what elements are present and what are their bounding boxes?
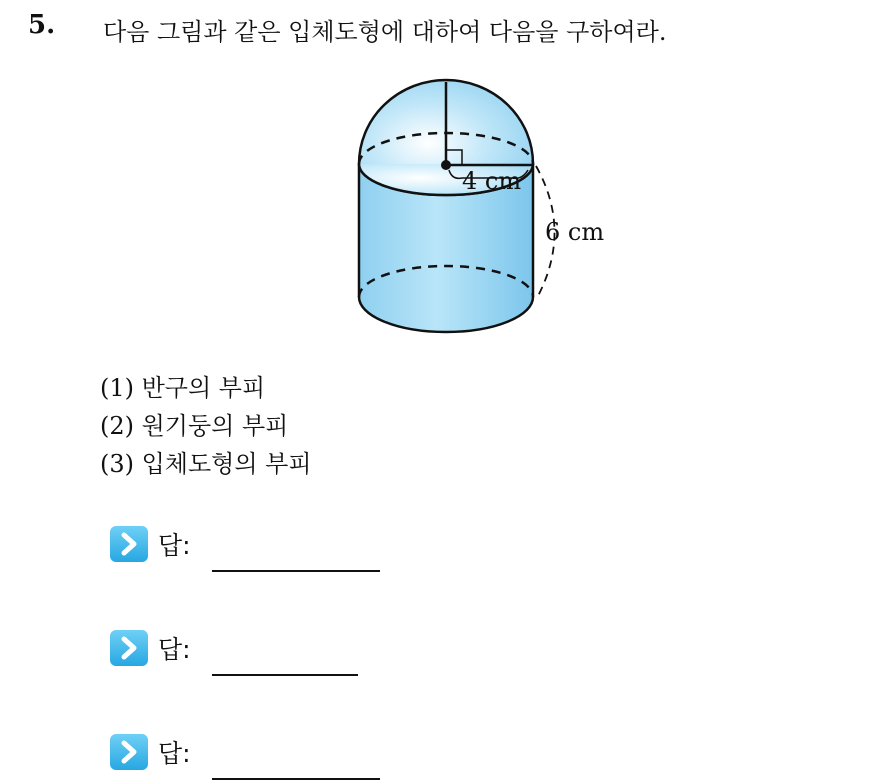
chevron-right-icon (110, 630, 148, 666)
question-number: 5. (28, 10, 56, 40)
answer-label: 답: (158, 635, 191, 664)
answer-row-3 (110, 734, 410, 784)
sub-question-2: (2) 원기둥의 부피 (100, 412, 289, 440)
answer-blank-3[interactable] (212, 778, 380, 780)
answer-row-1 (110, 526, 410, 576)
sub-question-3: (3) 입체도형의 부피 (100, 450, 312, 478)
answer-blank-2[interactable] (212, 674, 358, 676)
answer-blank-1[interactable] (212, 570, 380, 572)
radius-label: 4 cm (462, 167, 522, 195)
center-point (441, 160, 451, 170)
answer-label: 답: (158, 739, 191, 768)
chevron-right-icon (110, 734, 148, 770)
answer-row-2 (110, 630, 410, 680)
sub-question-1: (1) 반구의 부피 (100, 374, 266, 402)
question-text: 다음 그림과 같은 입체도형에 대하여 다음을 구하여라. (103, 18, 667, 46)
chevron-right-icon (110, 526, 148, 562)
answer-label: 답: (158, 531, 191, 560)
height-label: 6 cm (545, 218, 605, 246)
